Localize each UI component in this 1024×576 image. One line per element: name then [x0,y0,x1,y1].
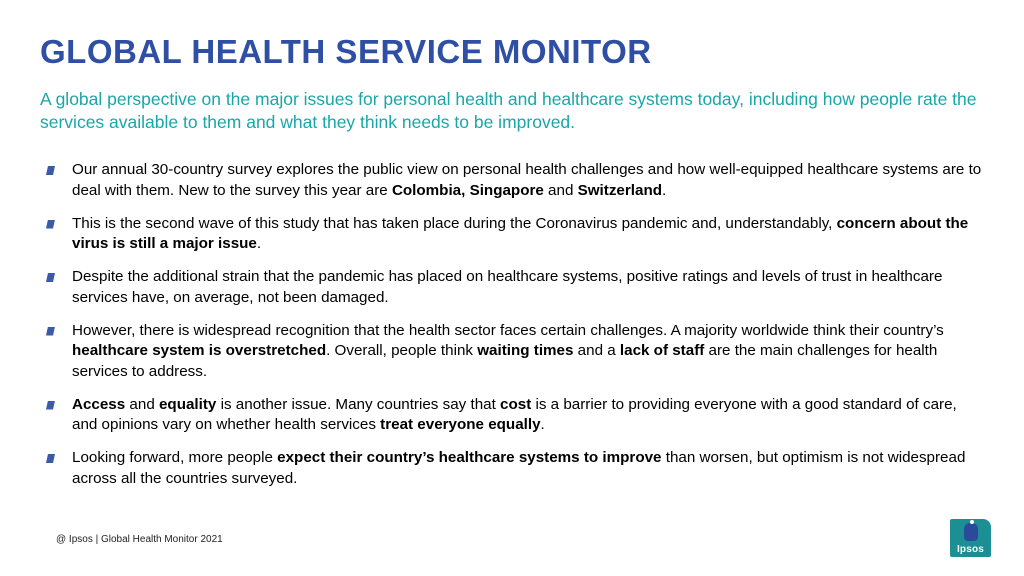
bullet-text: Our annual 30-country survey explores the public view on personal health challenges and how well-equipped healthcare systems are to deal with them. New to the survey this year are [72,161,982,199]
bullet-text: . [256,235,262,252]
bullet-emphasis: lack of staff [619,342,705,359]
bullet-marker-icon [46,401,55,410]
bullet-emphasis: expect their country’s healthcare systems to improve [277,449,662,466]
footer-credit: @ Ipsos | Global Health Monitor 2021 [56,534,223,545]
bullet-emphasis: cost [500,395,532,413]
bullet-item [46,160,986,201]
bullet-text: Despite the additional strain that the pandemic has placed on healthcare systems, positive ratings and levels of trust in healthcare services have, on average, not been damaged. [72,268,943,306]
bullet-text: and a [573,342,620,359]
bullet-text: However, there is widespread recognition that the health sector faces certain challenges. A majority worldwide think their country’s [72,321,944,339]
bullet-text: and [543,181,578,199]
bullet-emphasis: Switzerland [577,181,663,199]
bullet-text: is a barrier to providing everyone with a good standard of care, and opinions vary on whether health services [72,395,957,433]
bullet-list [46,160,986,502]
bullet-marker-icon [46,327,55,336]
logo-dot [970,520,974,524]
bullet-text: is another issue. Many countries say that [216,395,501,413]
logo-text: Ipsos [956,544,985,555]
bullet-marker-icon [46,220,55,229]
bullet-emphasis: healthcare system is overstretched [72,342,327,359]
bullet-marker-icon [46,166,55,175]
bullet-item [46,267,986,308]
bullet-emphasis: treat everyone equally [380,416,541,433]
logo-mark [964,523,978,541]
bullet-emphasis: waiting times [477,342,574,359]
bullet-text: . Overall, people think [326,342,478,359]
bullet-emphasis: Colombia, Singapore [391,181,544,199]
bullet-text: Looking forward, more people [72,449,278,466]
bullet-text: . [540,416,545,433]
ipsos-logo [950,519,991,557]
bullet-emphasis: Access [72,395,126,413]
bullet-text: This is the second wave of this study that has taken place during the Coronavirus pandemic and, understandably, [72,214,837,232]
bullet-text: . [662,181,667,199]
bullet-item [46,448,986,489]
page-subtitle: A global perspective on the major issues for personal health and healthcare systems today, including how people rate the services available to them and what they think needs to be improved. [40,89,977,132]
page-title: GLOBAL HEALTH SERVICE MONITOR [40,33,652,70]
bullet-marker-icon [46,273,55,282]
bullet-item [46,214,986,255]
bullet-text: and [125,395,159,413]
bullet-item [46,395,986,436]
bullet-item [46,321,986,383]
bullet-marker-icon [46,454,55,463]
bullet-text: than worsen, but optimism is not widespread across all the countries surveyed. [72,449,966,487]
bullet-emphasis: equality [158,395,217,413]
bullet-emphasis: concern about the virus is still a major issue [72,214,969,252]
bullet-text: are the main challenges for health services to address. [72,342,938,380]
